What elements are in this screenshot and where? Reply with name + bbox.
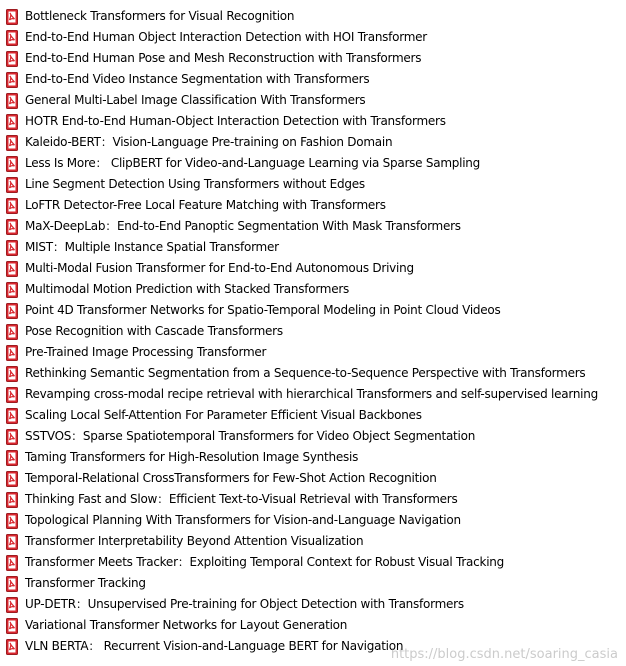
file-item[interactable] — [5, 153, 598, 174]
file-name: Rethinking Semantic Segmentation from a Sequence-to-Sequence Perspective with Transformers — [25, 366, 586, 380]
pdf-file-icon — [5, 156, 19, 172]
file-item[interactable] — [5, 279, 598, 300]
pdf-file-icon — [5, 135, 19, 151]
file-name: Transformer Meets Tracker：Exploiting Temporal Context for Robust Visual Tracking — [25, 555, 505, 569]
file-item[interactable] — [5, 174, 598, 195]
pdf-file-icon — [5, 366, 19, 382]
pdf-file-icon — [5, 219, 19, 235]
pdf-file-icon — [5, 303, 19, 319]
pdf-file-icon — [5, 345, 19, 361]
file-item[interactable] — [5, 6, 598, 27]
pdf-file-icon — [5, 93, 19, 109]
pdf-file-icon — [5, 51, 19, 67]
file-name: Transformer Interpretability Beyond Attention Visualization — [25, 534, 364, 548]
pdf-file-icon — [5, 9, 19, 25]
watermark: https://blog.csdn.net/soaring_casia — [390, 647, 618, 662]
file-name: Kaleido-BERT：Vision-Language Pre-training on Fashion Domain — [25, 135, 393, 149]
file-item[interactable] — [5, 447, 598, 468]
file-item[interactable] — [5, 489, 598, 510]
file-name: Less Is More： ClipBERT for Video-and-Language Learning via Sparse Sampling — [25, 156, 481, 170]
file-name: Temporal-Relational CrossTransformers for Few-Shot Action Recognition — [25, 471, 437, 485]
file-item[interactable] — [5, 195, 598, 216]
file-name: General Multi-Label Image Classification With Transformers — [25, 93, 366, 107]
file-name: Thinking Fast and Slow：Efficient Text-to-Visual Retrieval with Transformers — [25, 492, 458, 506]
file-item[interactable] — [5, 321, 598, 342]
file-item[interactable] — [5, 594, 598, 615]
file-item[interactable] — [5, 69, 598, 90]
pdf-file-icon — [5, 408, 19, 424]
file-item[interactable] — [5, 510, 598, 531]
file-name: VLN BERTA： Recurrent Vision-and-Language BERT for Navigation — [25, 639, 404, 653]
pdf-file-icon — [5, 240, 19, 256]
file-name: Multi-Modal Fusion Transformer for End-to-End Autonomous Driving — [25, 261, 414, 275]
file-item[interactable] — [5, 573, 598, 594]
file-item[interactable] — [5, 111, 598, 132]
file-item[interactable] — [5, 237, 598, 258]
file-item[interactable] — [5, 132, 598, 153]
file-list — [5, 6, 598, 657]
file-item[interactable] — [5, 426, 598, 447]
file-name: Taming Transformers for High-Resolution Image Synthesis — [25, 450, 359, 464]
file-item[interactable] — [5, 615, 598, 636]
pdf-file-icon — [5, 492, 19, 508]
pdf-file-icon — [5, 639, 19, 655]
pdf-file-icon — [5, 534, 19, 550]
file-item[interactable] — [5, 342, 598, 363]
file-name: UP-DETR：Unsupervised Pre-training for Object Detection with Transformers — [25, 597, 464, 611]
file-name: Topological Planning With Transformers for Vision-and-Language Navigation — [25, 513, 461, 527]
pdf-file-icon — [5, 450, 19, 466]
file-item[interactable] — [5, 258, 598, 279]
file-item[interactable] — [5, 90, 598, 111]
pdf-file-icon — [5, 555, 19, 571]
pdf-file-icon — [5, 72, 19, 88]
pdf-file-icon — [5, 576, 19, 592]
file-name: MaX-DeepLab：End-to-End Panoptic Segmentation With Mask Transformers — [25, 219, 461, 233]
pdf-file-icon — [5, 513, 19, 529]
file-item[interactable] — [5, 405, 598, 426]
pdf-file-icon — [5, 471, 19, 487]
file-name: End-to-End Video Instance Segmentation with Transformers — [25, 72, 370, 86]
file-item[interactable] — [5, 300, 598, 321]
file-name: Point 4D Transformer Networks for Spatio-Temporal Modeling in Point Cloud Videos — [25, 303, 501, 317]
pdf-file-icon — [5, 597, 19, 613]
pdf-file-icon — [5, 324, 19, 340]
file-name: Scaling Local Self-Attention For Parameter Efficient Visual Backbones — [25, 408, 422, 422]
file-name: HOTR End-to-End Human-Object Interaction Detection with Transformers — [25, 114, 446, 128]
file-name: End-to-End Human Pose and Mesh Reconstruction with Transformers — [25, 51, 422, 65]
file-name: Bottleneck Transformers for Visual Recognition — [25, 9, 295, 23]
file-name: End-to-End Human Object Interaction Detection with HOI Transformer — [25, 30, 427, 44]
file-item[interactable] — [5, 552, 598, 573]
pdf-file-icon — [5, 261, 19, 277]
pdf-file-icon — [5, 114, 19, 130]
file-name: Multimodal Motion Prediction with Stacked Transformers — [25, 282, 350, 296]
file-item[interactable] — [5, 384, 598, 405]
file-name: Line Segment Detection Using Transformers without Edges — [25, 177, 365, 191]
file-name: SSTVOS：Sparse Spatiotemporal Transformers for Video Object Segmentation — [25, 429, 476, 443]
file-name: Transformer Tracking — [25, 576, 146, 590]
file-item[interactable] — [5, 216, 598, 237]
pdf-file-icon — [5, 429, 19, 445]
file-name: Variational Transformer Networks for Layout Generation — [25, 618, 348, 632]
file-name: Revamping cross-modal recipe retrieval with hierarchical Transformers and self-supervised learning — [25, 387, 598, 401]
file-item[interactable] — [5, 468, 598, 489]
pdf-file-icon — [5, 177, 19, 193]
pdf-file-icon — [5, 30, 19, 46]
file-item[interactable] — [5, 27, 598, 48]
pdf-file-icon — [5, 282, 19, 298]
file-name: MIST：Multiple Instance Spatial Transformer — [25, 240, 279, 254]
file-item[interactable] — [5, 48, 598, 69]
file-item[interactable] — [5, 531, 598, 552]
file-name: LoFTR Detector-Free Local Feature Matching with Transformers — [25, 198, 386, 212]
file-name: Pose Recognition with Cascade Transformers — [25, 324, 283, 338]
pdf-file-icon — [5, 387, 19, 403]
file-name: Pre-Trained Image Processing Transformer — [25, 345, 267, 359]
file-item[interactable] — [5, 363, 598, 384]
pdf-file-icon — [5, 198, 19, 214]
pdf-file-icon — [5, 618, 19, 634]
